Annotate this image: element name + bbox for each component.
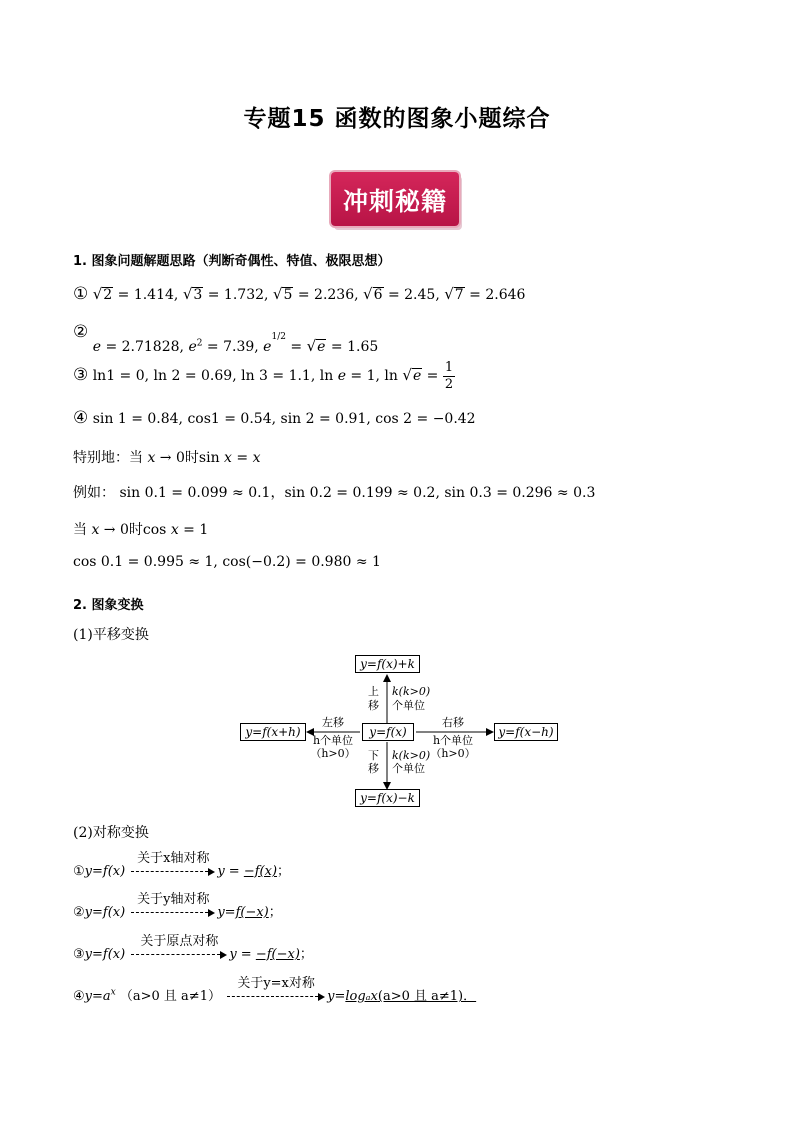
sym1-from: y=f(x) <box>84 864 126 879</box>
circle-number-1: ① <box>73 284 89 304</box>
trig-values-text: sin 1 = 0.84, cos1 = 0.54, sin 2 = 0.91, cos 2 = −0.42 <box>92 411 476 427</box>
right-label-2: h个单位 <box>432 734 474 747</box>
sym2-from: y=f(x) <box>84 905 126 920</box>
special-mid: 时 <box>184 450 199 466</box>
cos-limit-line: 当 x → 0时cos x = 1 <box>73 522 209 538</box>
sym1-to: −f(x) <box>243 864 278 879</box>
sym2-arrow <box>131 892 215 920</box>
up-condition-2: 个单位 <box>392 699 425 712</box>
left-label-2: h个单位 <box>312 734 354 747</box>
right-label-3: （h>0） <box>430 747 476 760</box>
sym4-to: logₐx <box>345 989 378 1004</box>
section2-heading: 2. 图象变换 <box>73 598 144 613</box>
trig-values-line <box>73 408 476 428</box>
bottom-function-box: y=f(x)−k <box>355 789 420 807</box>
left-label-1: 左移 <box>322 716 344 729</box>
page-title: 专题15 函数的图象小题综合 <box>243 106 551 132</box>
right-function-box: y=f(x−h) <box>494 723 558 741</box>
sym2-mark: ② <box>73 905 85 920</box>
down-condition-1: k(k>0) <box>392 749 431 762</box>
sym2-end: ； <box>268 905 282 920</box>
top-function-box: y=f(x)+k <box>355 655 420 673</box>
cos-prefix: 当 <box>73 522 87 538</box>
sym4-label: 关于y=x对称 <box>237 976 315 991</box>
center-function-box: y=f(x) <box>362 723 414 741</box>
symmetry-row-3 <box>73 934 313 962</box>
sym2-label: 关于y轴对称 <box>137 892 210 907</box>
sym3-from: y=f(x) <box>84 947 126 962</box>
circle-number-2: ② <box>73 322 89 342</box>
ln-values-line: ③ ln1 = 0, ln 2 = 0.69, ln 3 = 1.1, ln e = 1, ln √e = $\frac{1}{2}$ <box>73 360 454 392</box>
symmetry-row-4: $④y=a^x$ （a>0 且 a≠1） 关于y=x对称 y=logₐx(a>0 且 a≠1)． <box>73 985 476 1004</box>
translation-diagram <box>240 652 560 810</box>
up-label-1: 上 <box>368 685 379 698</box>
symmetry-subheading: (2)对称变换 <box>73 825 149 841</box>
sym4-condition: （a>0 且 a≠1） <box>119 989 221 1004</box>
example-text: sin 0.1 = 0.099 ≈ 0.1，sin 0.2 = 0.199 ≈ 0.2, sin 0.3 = 0.296 ≈ 0.3 <box>119 485 596 501</box>
example-line <box>73 482 595 502</box>
down-label-2: 移 <box>368 762 379 775</box>
sym3-label: 关于原点对称 <box>140 934 219 949</box>
badge-label: 冲刺秘籍 <box>342 187 447 216</box>
sym1-label: 关于x轴对称 <box>137 851 210 866</box>
circle-number-3: ③ <box>73 365 89 386</box>
sym4-to-pre: y= <box>327 989 346 1004</box>
sym2-to-pre: y= <box>217 905 236 920</box>
left-function-box: y=f(x+h) <box>240 723 306 741</box>
symmetry-row-1 <box>73 851 291 879</box>
cos-values-line: cos 0.1 = 0.995 ≈ 1, cos(−0.2) = 0.980 ≈ 1 <box>73 554 381 570</box>
sym1-end: ； <box>277 864 291 879</box>
right-label-1: 右移 <box>442 716 464 729</box>
translation-subheading: (1)平移变换 <box>73 627 149 643</box>
left-label-3: （h>0） <box>310 747 356 760</box>
special-case-line: 特别地：当 x → 0时sin x = x <box>73 450 261 466</box>
down-label-1: 下 <box>368 749 379 762</box>
sym1-to-pre: y = <box>217 864 240 879</box>
circle-number-4: ④ <box>73 408 89 428</box>
cos-mid: 时 <box>128 522 143 538</box>
sym3-mark: ③ <box>73 947 85 962</box>
sym4-from: y=a <box>84 989 111 1004</box>
badge <box>331 172 459 226</box>
sym2-to: f(−x) <box>235 905 269 920</box>
section1-heading: 1. 图象问题解题思路（判断奇偶性、特值、极限思想） <box>73 254 391 269</box>
sym3-to-pre: y = <box>229 947 252 962</box>
sym1-mark: ① <box>73 864 85 879</box>
example-prefix: 例如： <box>73 485 115 501</box>
symmetry-row-2 <box>73 892 282 920</box>
sym3-to: −f(−x) <box>255 947 300 962</box>
sym4-end: (a>0 且 a≠1)． <box>377 989 477 1004</box>
up-condition-1: k(k>0) <box>392 685 431 698</box>
sqrt-values-line: ① √2 = 1.414, √3 = 1.732, √5 = 2.236, √6 = 2.45, √7 = 2.646 <box>73 284 526 304</box>
sym1-arrow <box>131 851 215 879</box>
sym4-arrow <box>227 976 325 1004</box>
sym3-arrow <box>131 934 227 962</box>
sym4-mark: ④ <box>73 989 85 1004</box>
down-condition-2: 个单位 <box>392 762 425 775</box>
up-label-2: 移 <box>368 699 379 712</box>
sym3-end: ； <box>299 947 313 962</box>
e-values-line: ② e = 2.71828, $e^2 = 7.39$, $e^{1/2} = √e = 1.65$ <box>73 322 379 355</box>
special-prefix: 特别地：当 <box>73 450 143 466</box>
